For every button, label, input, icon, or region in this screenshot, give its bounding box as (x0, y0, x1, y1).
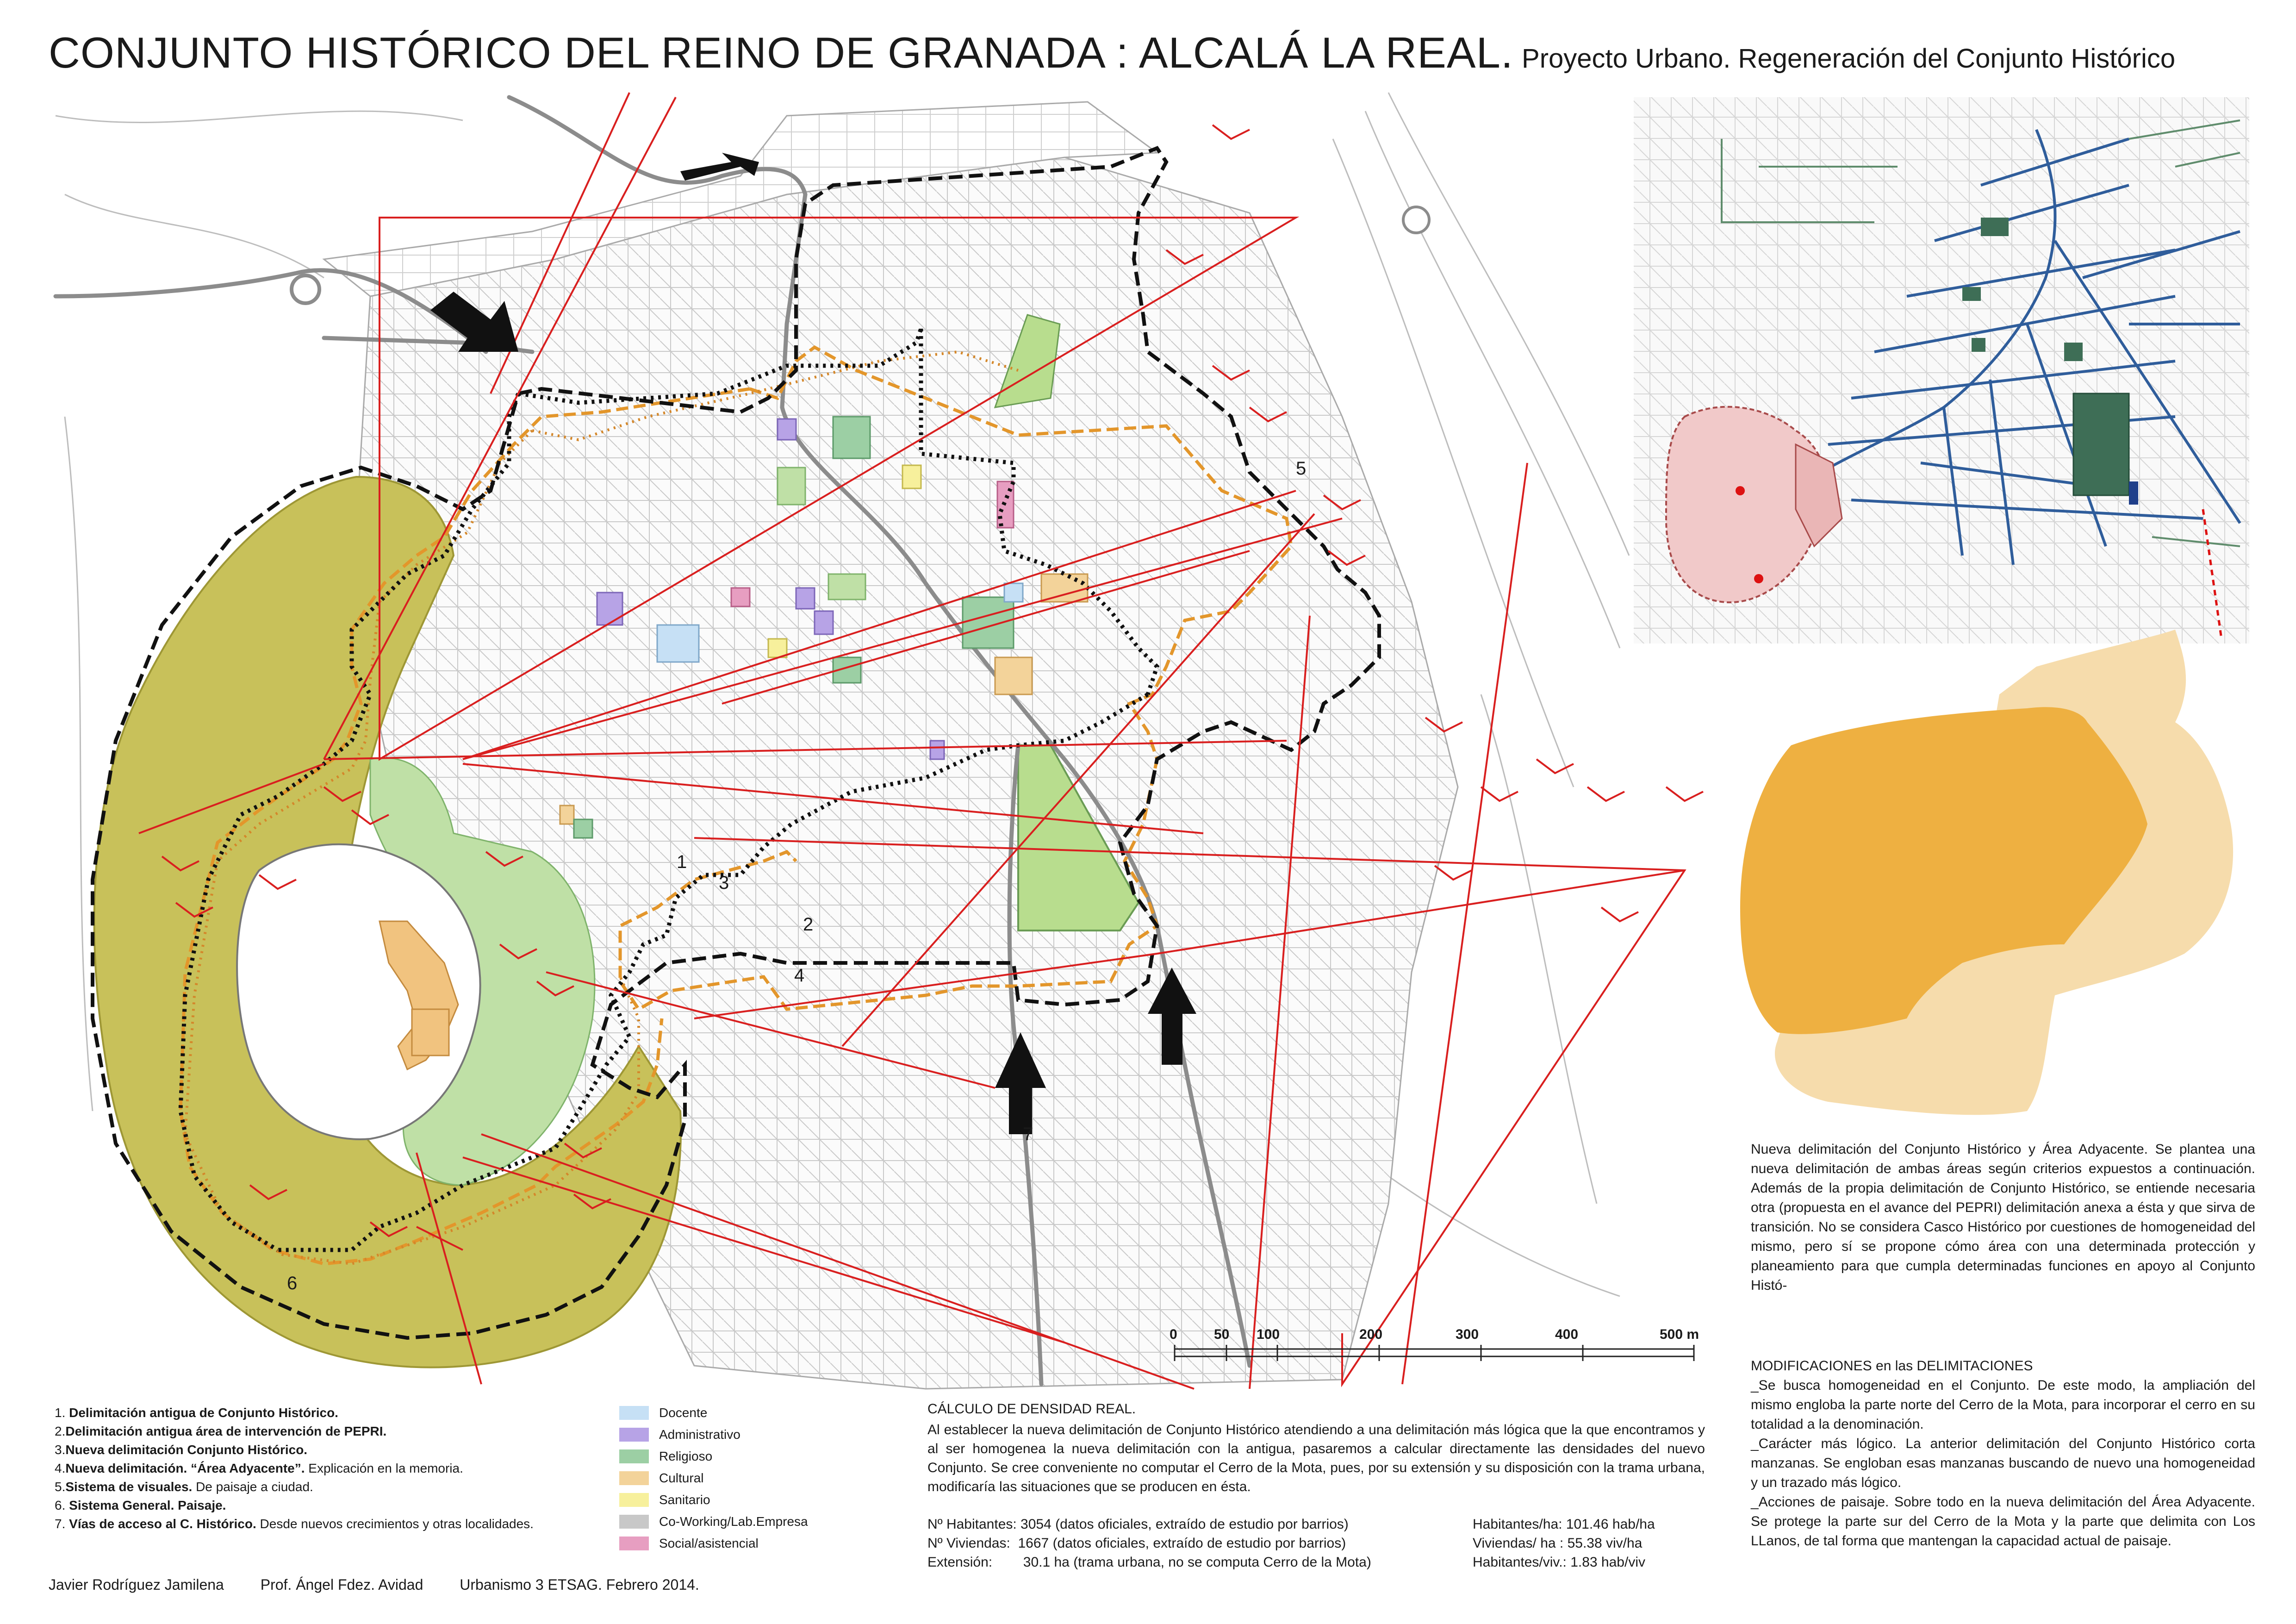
land-use-item: Administrativo (619, 1424, 808, 1445)
modification-item: _Acciones de paisaje. Sobre todo en la nueva delimitación del Área Adyacente. Se protege la parte sur del Cerro de la Mota y la parte que delimita con Los LLanos, de tal forma que mantengan la capacidad actual de paisaje. (1751, 1494, 2255, 1549)
land-use-item: Cultural (619, 1467, 808, 1489)
land-use-legend (619, 1402, 808, 1554)
scale-label: 0 (1170, 1327, 1177, 1342)
title-main: CONJUNTO HISTÓRICO DEL REINO DE GRANADA : ALCALÁ LA REAL. (49, 28, 1514, 77)
credits (49, 1576, 732, 1593)
density-calculation (927, 1399, 1705, 1575)
modifications-section (1751, 1356, 2255, 1551)
scale-label: 50 (1214, 1327, 1230, 1342)
swatch-coworking (619, 1515, 649, 1529)
density-heading: CÁLCULO DE DENSIDAD REAL. (927, 1401, 1136, 1417)
legend-item: 6. Sistema General. Paisaje. (55, 1498, 226, 1512)
legend-list (55, 1404, 534, 1533)
density-stats (927, 1515, 1705, 1575)
legend-item: 2.Delimitación antigua área de intervención de PEPRI. (55, 1424, 387, 1438)
delimitation-description: Nueva delimitación del Conjunto Histórico y Área Adyacente. Se plantea una nueva delimitación de ambas áreas según criterios expuestos a continuación. Además de la propia delimitación de Conjunto Histórico, se entiende necesaria otra (propuesta en el avance del PEPRI) delimitación anexa a ésta y que sirva de transición. No se considera Casco Histórico por cuestiones de homogeneidad del mismo, pero sí se propone cómo área con una determinada protección y planeamiento para que cumpla determinadas funciones en apoyo al Conjunto Histó- (1751, 1142, 2255, 1293)
scale-label: 200 (1359, 1327, 1383, 1342)
swatch-social (619, 1537, 649, 1550)
swatch-sanitario (619, 1493, 649, 1507)
modifications-heading: MODIFICACIONES en las DELIMITACIONES (1751, 1358, 2033, 1374)
legend-item: 1. Delimitación antigua de Conjunto Histórico. (55, 1405, 338, 1420)
zone-label-1: 1 (677, 852, 687, 872)
land-use-item: Social/asistencial (619, 1532, 808, 1554)
zone-label-5: 5 (1296, 458, 1307, 479)
land-use-item: Religioso (619, 1445, 808, 1467)
credit-professor: Prof. Ángel Fdez. Avidad (260, 1576, 423, 1593)
zone-label-6: 6 (287, 1273, 298, 1293)
roundabout-east (1403, 207, 1429, 233)
zone-label-2: 2 (803, 914, 814, 935)
credit-author: Javier Rodríguez Jamilena (49, 1576, 224, 1593)
swatch-administrativo (619, 1428, 649, 1442)
modification-item: _Carácter más lógico. La anterior delimitación del Conjunto Histórico corta manzanas. Se engloban esas manzanas buscando de nuevo una homogeneidad y un trazado más lógico. (1751, 1436, 2255, 1490)
swatch-docente (619, 1406, 649, 1420)
scale-label: 100 (1257, 1327, 1280, 1342)
swatch-religioso (619, 1449, 649, 1463)
legend-item: 5.Sistema de visuales. De paisaje a ciudad. (55, 1480, 313, 1494)
density-data-left: Nº Habitantes: 3054 (datos oficiales, extraído de estudio por barrios) Nº Viviendas: 1667 (datos oficiales, extraído de estudio por barrios) Extensión: 30.1 ha (trama urbana, no se computa Cerro de la Mota) (927, 1517, 1371, 1570)
credit-course: Urbanismo 3 ETSAG. Febrero 2014. (460, 1576, 699, 1593)
scale-label: 400 (1555, 1327, 1579, 1342)
land-use-item: Sanitario (619, 1489, 808, 1511)
roundabout-west (292, 275, 319, 303)
legend-item: 3.Nueva delimitación Conjunto Histórico. (55, 1443, 308, 1457)
swatch-cultural (619, 1471, 649, 1485)
legend-item: 4.Nueva delimitación. “Área Adyacente”. Explicación en la memoria. (55, 1461, 463, 1475)
zone-label-7: 7 (1023, 1124, 1033, 1144)
title-subtitle: Proyecto Urbano. Regeneración del Conjunto Histórico (1522, 44, 2176, 74)
zone-label-3: 3 (719, 873, 729, 893)
scale-label: 300 (1456, 1327, 1479, 1342)
legend-item: 7. Vías de acceso al C. Histórico. Desde nuevos crecimientos y otras localidades. (55, 1517, 534, 1531)
modification-item: _Se busca homogeneidad en el Conjunto. De este modo, la ampliación del mismo engloba la parte norte del Cerro de la Mota, para incorporar el cerro en su totalidad a la denominación. (1751, 1378, 2255, 1432)
inset-map (1634, 97, 2249, 643)
scale-label: 500 m (1660, 1327, 1699, 1342)
castle-block (412, 1009, 449, 1056)
density-data-right: Habitantes/ha: 101.46 hab/ha Viviendas/ ha : 55.38 viv/ha Habitantes/viv.: 1.83 hab/viv (1473, 1517, 1655, 1570)
zone-label-4: 4 (794, 965, 805, 986)
density-paragraph: Al establecer la nueva delimitación de Conjunto Histórico atendiendo a una delimitación más lógica que la que encontramos y al ser homogenea la nueva delimitación con la antigua, pasaremos a calcular directamente las densidades del nuevo Conjunto. Se cree conveniente no computar el Cerro de la Mota, pues, por su extensión y su disposición con la trama urbana, modificaría las situaciones que se producen en ésta. (927, 1422, 1705, 1494)
land-use-item: Docente (619, 1402, 808, 1424)
land-use-item: Co-Working/Lab.Empresa (619, 1511, 808, 1532)
